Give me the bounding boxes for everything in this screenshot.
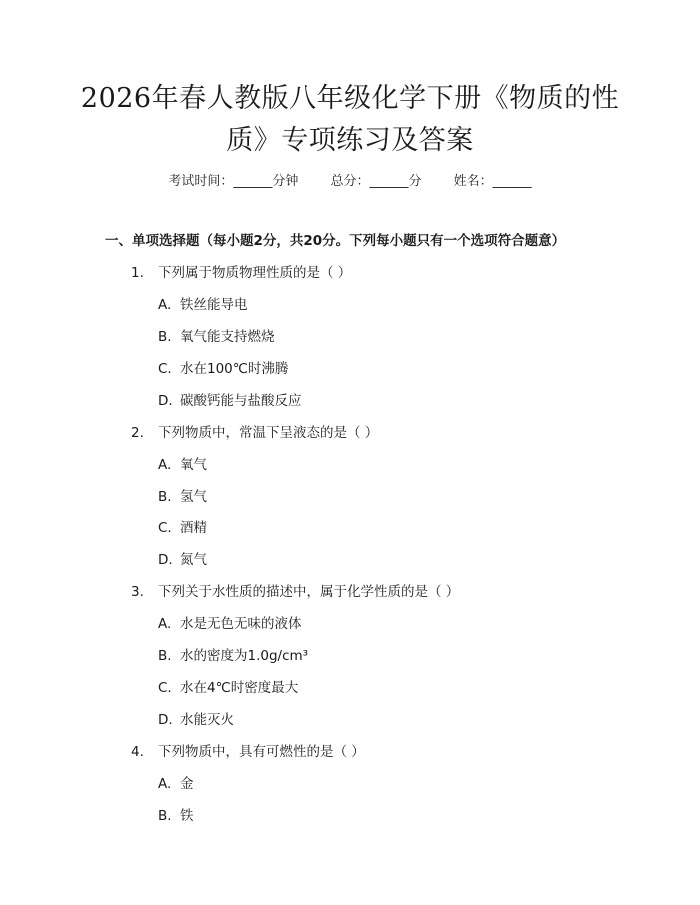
option-text: 氧气 (180, 457, 207, 473)
question-number: 2. (131, 425, 144, 441)
option-text: 水的密度为1.0g/cm³ (180, 648, 309, 664)
option-2b (158, 485, 207, 505)
option-letter: B. (158, 329, 172, 345)
question-number: 1. (131, 265, 144, 281)
option-text: 水是无色无味的液体 (180, 616, 302, 632)
option-text: 水在4℃时密度最大 (180, 680, 299, 696)
option-text: 金 (180, 776, 194, 792)
question-text: 下列物质中，具有可燃性的是（ ） (158, 744, 365, 760)
option-1c (158, 357, 288, 377)
title-line-2: 质》专项练习及答案 (226, 125, 474, 156)
question-4 (131, 740, 365, 760)
option-text: 氢气 (180, 489, 207, 505)
option-text: 氮气 (180, 552, 207, 568)
option-letter: B. (158, 489, 172, 505)
total-score: 总分：______分 (330, 174, 422, 189)
option-4b (158, 804, 194, 824)
exam-time: 考试时间：______分钟 (168, 174, 299, 189)
option-2c (158, 516, 207, 536)
option-letter: A. (158, 616, 172, 632)
option-text: 氧气能支持燃烧 (180, 329, 275, 345)
student-name: 姓名：______ (453, 174, 532, 189)
option-text: 铁丝能导电 (180, 297, 248, 313)
question-text: 下列属于物质物理性质的是（ ） (158, 265, 352, 281)
option-3c (158, 676, 298, 696)
option-4a (158, 772, 194, 792)
option-letter: B. (158, 648, 172, 664)
question-text: 下列物质中，常温下呈液态的是（ ） (158, 425, 379, 441)
option-text: 碳酸钙能与盐酸反应 (180, 393, 302, 409)
option-1d (158, 389, 302, 409)
option-letter: C. (158, 520, 172, 536)
option-text: 酒精 (180, 520, 207, 536)
option-letter: B. (158, 808, 172, 824)
option-2d (158, 548, 207, 568)
option-text: 铁 (180, 808, 194, 824)
option-letter: A. (158, 297, 172, 313)
question-number: 3. (131, 584, 144, 600)
question-1 (131, 261, 351, 281)
option-letter: C. (158, 361, 172, 377)
option-2a (158, 453, 207, 473)
document-title (60, 78, 640, 162)
option-letter: A. (158, 457, 172, 473)
option-1a (158, 293, 248, 313)
question-3 (131, 580, 459, 600)
title-line-1: 2026年春人教版八年级化学下册《物质的性 (80, 83, 620, 114)
option-1b (158, 325, 275, 345)
option-text: 水能灭火 (180, 712, 234, 728)
option-letter: D. (158, 393, 173, 409)
option-letter: A. (158, 776, 172, 792)
option-3d (158, 708, 234, 728)
option-3a (158, 612, 302, 632)
question-number: 4. (131, 744, 144, 760)
option-letter: D. (158, 712, 173, 728)
option-letter: D. (158, 552, 173, 568)
question-text: 下列关于水性质的描述中，属于化学性质的是（ ） (158, 584, 460, 600)
option-3b (158, 644, 308, 664)
option-text: 水在100℃时沸腾 (180, 361, 289, 377)
question-2 (131, 421, 378, 441)
exam-info-line (0, 170, 700, 189)
section-heading: 一、单项选择题（每小题2分，共20分。下列每小题只有一个选项符合题意） (105, 233, 566, 249)
option-letter: C. (158, 680, 172, 696)
